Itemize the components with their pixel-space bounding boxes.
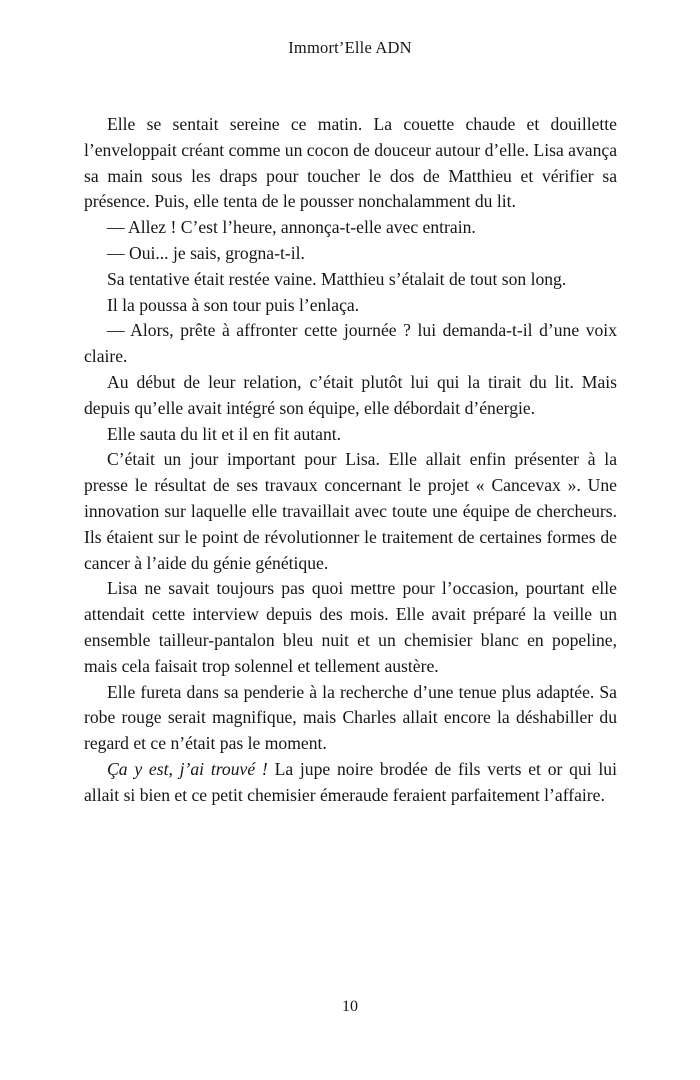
running-head-title: Immort’Elle ADN bbox=[288, 38, 412, 57]
page-number: 10 bbox=[342, 998, 358, 1015]
paragraph: Elle fureta dans sa penderie à la recherche d’une tenue plus adaptée. Sa robe rouge serait magnifique, mais Charles allait encore la déshabiller du regard et ce n’était pas le moment. bbox=[84, 681, 617, 754]
paragraph-text: La jupe noire brodée de fils verts et or qui lui allait si bien et ce petit chemisier émeraude feraient parfaitement l’affaire. bbox=[84, 758, 617, 805]
paragraph: Sa tentative était restée vaine. Matthieu s’étalait de tout son long. bbox=[107, 268, 567, 289]
paragraph: Il la poussa à son tour puis l’enlaça. bbox=[107, 294, 360, 315]
paragraph-italic-lead: Ça y est, j’ai trouvé ! bbox=[107, 758, 268, 779]
paragraph: Lisa ne savait toujours pas quoi mettre pour l’occasion, pourtant elle attendait cette interview depuis des mois. Elle avait préparé la veille un ensemble tailleur-pantalon bleu nuit et un chemisier blanc en popeline, mais cela faisait trop solennel et tellement austère. bbox=[84, 578, 617, 676]
paragraph: C’était un jour important pour Lisa. Elle allait enfin présenter à la presse le résultat de ses travaux concernant le projet « Cancevax ». Une innovation sur laquelle elle travaillait avec toute une équipe de chercheurs. Ils étaient sur le point de révolutionner le traitement de certaines formes de cancer à l’aide du génie génétique. bbox=[84, 449, 617, 573]
paragraph: Au début de leur relation, c’était plutôt lui qui la tirait du lit. Mais depuis qu’elle avait intégré son équipe, elle débordait d’énergie. bbox=[84, 371, 617, 418]
paragraph-dialogue: — Allez ! C’est l’heure, annonça-t-elle avec entrain. bbox=[107, 217, 476, 238]
paragraph: Elle sauta du lit et il en fit autant. bbox=[107, 423, 342, 444]
paragraph-dialogue: — Oui... je sais, grogna-t-il. bbox=[107, 242, 305, 263]
paragraph-dialogue: — Alors, prête à affronter cette journée ? lui demanda-t-il d’une voix claire. bbox=[84, 320, 617, 367]
paragraph bbox=[84, 757, 617, 809]
body-text bbox=[84, 112, 617, 809]
paragraph: Elle se sentait sereine ce matin. La couette chaude et douillette l’enveloppait créant comme un cocon de douceur autour d’elle. Lisa avança sa main sous les draps pour toucher le dos de Matthieu et vérifier sa présence. Puis, elle tenta de le pousser nonchalamment du lit. bbox=[84, 114, 617, 212]
